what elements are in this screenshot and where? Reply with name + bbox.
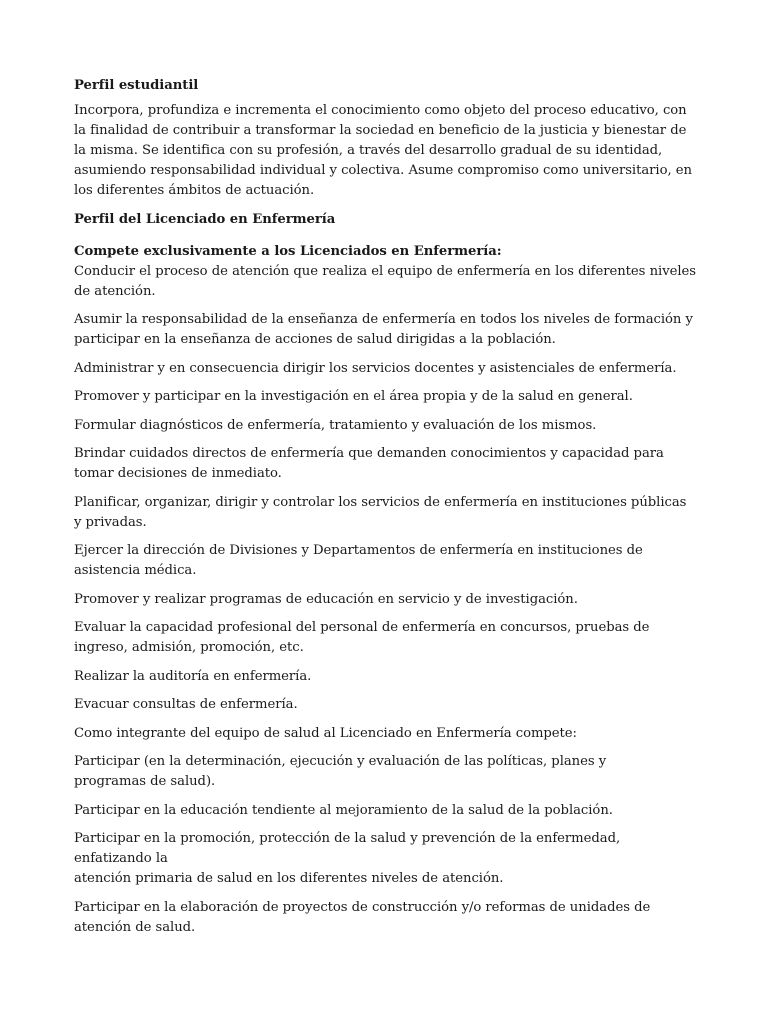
list-item-asumir: Asumir la responsabilidad de la enseñanza de enfermería en todos los niveles de formación y participar en la enseñanza de acciones de salud dirigidas a la población. [74,312,693,347]
list-item-conducir: Conducir el proceso de atención que realiza el equipo de enfermería en los diferentes niveles de atención. [74,263,696,299]
team-item-proyectos-line2: atención de salud. [74,919,196,935]
list-item-brindar: Brindar cuidados directos de enfermería que demanden conocimientos y capacidad para tomar decisiones de inmediato. [74,446,664,481]
team-item-politicas [74,752,696,792]
list-item-promover-investigacion: Promover y participar en la investigación en el área propia y de la salud en general. [74,389,633,404]
team-item-educacion-line1: Participar en la educación tendiente al mejoramiento de la salud de la población. [74,802,613,818]
paragraph-perfil-estudiantil: Incorpora, profundiza e incrementa el conocimiento como objeto del proceso educativo, con la finalidad de contribuir a transformar la sociedad en beneficio de la justicia y bienestar de la misma. Se identifica con su profesión, a través del desarrollo gradual de su identidad, asumiendo responsabilidad individual y colectiva. Asume compromiso como universitario, en los diferentes ámbitos de actuación. [74,103,692,198]
list-item-auditoria: Realizar la auditoría en enfermería. [74,668,312,684]
list-item-evacuar: Evacuar consultas de enfermería. [74,697,298,712]
team-item-promocion [74,829,696,889]
list-item-planificar: Planificar, organizar, dirigir y controlar los servicios de enfermería en instituciones públicas y privadas. [74,494,687,530]
team-item-politicas-line2: programas de salud). [74,774,216,789]
list-item-ejercer: Ejercer la dirección de Divisiones y Departamentos de enfermería en instituciones de asistencia médica. [74,543,643,578]
list-item-formular: Formular diagnósticos de enfermería, tratamiento y evaluación de los mismos. [74,417,597,433]
heading-perfil-licenciado: Perfil del Licenciado en Enfermería [74,211,336,227]
list-item-evaluar: Evaluar la capacidad profesional del personal de enfermería en concursos, pruebas de ingreso, admisión, promoción, etc. [74,620,650,655]
list-item-administrar: Administrar y en consecuencia dirigir los servicios docentes y asistenciales de enfermería. [74,360,677,376]
document-page [74,76,696,946]
team-item-proyectos [74,898,696,938]
team-intro: Como integrante del equipo de salud al Licenciado en Enfermería compete: [74,725,577,741]
list-item-promover-programas: Promover y realizar programas de educación en servicio y de investigación. [74,591,578,607]
team-item-politicas-line1: Participar (en la determinación, ejecución y evaluación de las políticas, planes y [74,754,607,769]
heading-perfil-estudiantil: Perfil estudiantil [74,78,199,93]
team-item-promocion-line2: atención primaria de salud en los diferentes niveles de atención. [74,871,504,886]
team-item-proyectos-line1: Participar en la elaboración de proyectos de construcción y/o reformas de unidades de [74,899,651,915]
team-item-educacion [74,801,696,821]
team-item-promocion-line1: Participar en la promoción, protección de la salud y prevención de la enfermedad, enfatizando la [74,831,621,866]
subheading-compete-exclusivamente: Compete exclusivamente a los Licenciados en Enfermería: [74,243,502,259]
